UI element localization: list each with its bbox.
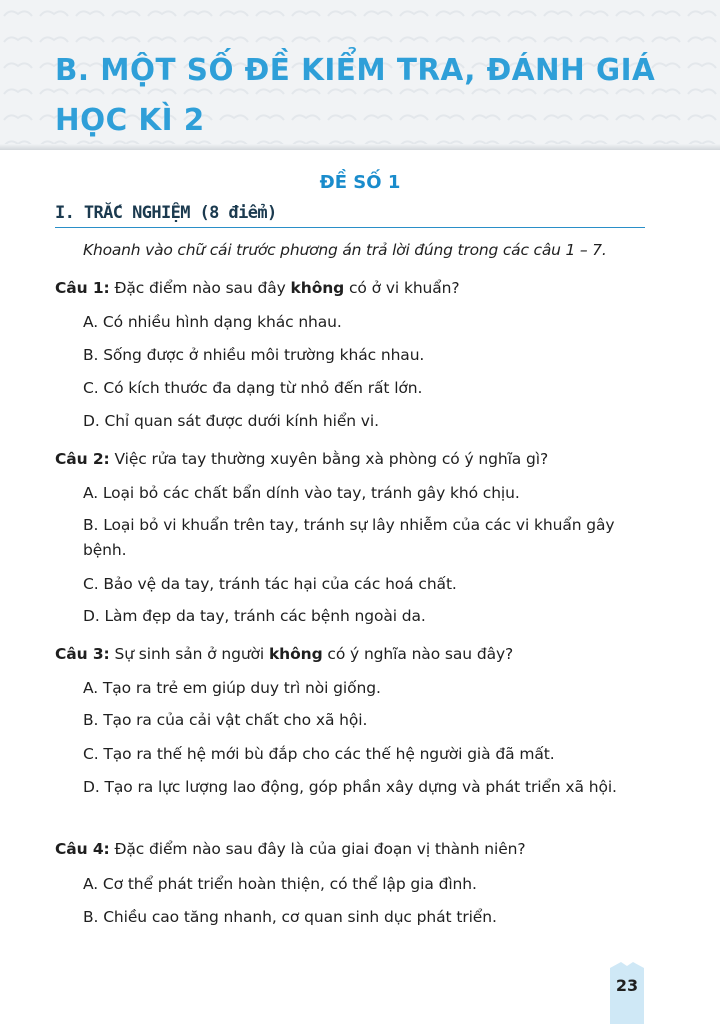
question-emphasis: không (290, 279, 345, 297)
option-2c: C. Bảo vệ da tay, tránh tác hại của các hoá chất. (83, 575, 457, 593)
question-text: có ý nghĩa nào sau đây? (322, 645, 514, 663)
question-text: Việc rửa tay thường xuyên bằng xà phòng có ý nghĩa gì? (109, 450, 549, 468)
option-2b: B. Loại bỏ vi khuẩn trên tay, tránh sự lây nhiễm của các vi khuẩn gây bệnh. (83, 516, 615, 559)
question-1 (55, 279, 655, 297)
title-line-2: HỌC KÌ 2 (55, 103, 205, 138)
instruction-text: Khoanh vào chữ cái trước phương án trả lời đúng trong các câu 1 – 7. (83, 241, 607, 259)
option-1a: A. Có nhiều hình dạng khác nhau. (83, 313, 342, 331)
option-2a: A. Loại bỏ các chất bẩn dính vào tay, tránh gây khó chịu. (83, 484, 520, 502)
question-4 (55, 840, 655, 858)
question-2 (55, 450, 655, 468)
title-line-1: B. MỘT SỐ ĐỀ KIỂM TRA, ĐÁNH GIÁ (55, 53, 656, 88)
question-label: Câu 4: (55, 840, 110, 858)
question-label: Câu 1: (55, 279, 110, 297)
header-shadow (0, 144, 720, 150)
option-3c: C. Tạo ra thế hệ mới bù đắp cho các thế hệ người già đã mất. (83, 745, 555, 763)
question-3 (55, 645, 655, 663)
option-1d: D. Chỉ quan sát được dưới kính hiển vi. (83, 412, 379, 430)
question-text: Đặc điểm nào sau đây (109, 279, 291, 297)
section-heading: I. TRẮC NGHIỆM (8 điểm) (55, 203, 645, 228)
option-4a: A. Cơ thể phát triển hoàn thiện, có thể lập gia đình. (83, 875, 477, 893)
page-number-tab (610, 962, 644, 1024)
question-text: Đặc điểm nào sau đây là của giai đoạn vị thành niên? (109, 840, 526, 858)
question-label: Câu 2: (55, 450, 110, 468)
question-label: Câu 3: (55, 645, 110, 663)
question-text: có ở vi khuẩn? (344, 279, 460, 297)
option-1c: C. Có kích thước đa dạng từ nhỏ đến rất lớn. (83, 379, 423, 397)
option-2d: D. Làm đẹp da tay, tránh các bệnh ngoài da. (83, 607, 426, 625)
page-section-title (55, 46, 663, 146)
option-4b: B. Chiều cao tăng nhanh, cơ quan sinh dục phát triển. (83, 908, 497, 926)
option-3b: B. Tạo ra của cải vật chất cho xã hội. (83, 711, 368, 729)
header-banner (0, 0, 720, 150)
option-3a: A. Tạo ra trẻ em giúp duy trì nòi giống. (83, 679, 381, 697)
page-number: 23 (615, 976, 639, 995)
option-1b: B. Sống được ở nhiều môi trường khác nhau. (83, 346, 425, 364)
exam-title: ĐỀ SỐ 1 (319, 172, 401, 193)
question-text: Sự sinh sản ở người (109, 645, 269, 663)
option-3d: D. Tạo ra lực lượng lao động, góp phần xây dựng và phát triển xã hội. (83, 778, 617, 796)
question-emphasis: không (268, 645, 323, 663)
